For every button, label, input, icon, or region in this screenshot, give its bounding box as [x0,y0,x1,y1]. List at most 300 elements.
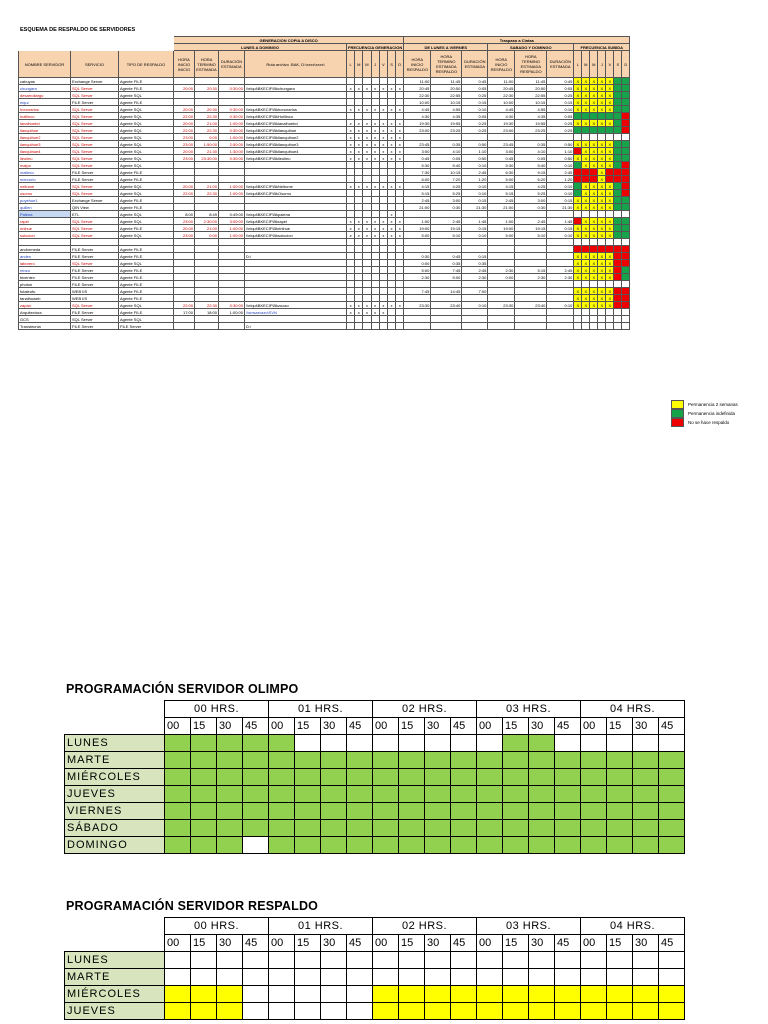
upload-freq-cell [622,218,630,225]
upload-freq-cell: X [582,260,590,267]
upload-freq-cell: X [574,274,582,281]
server-name[interactable]: chungara [19,85,71,92]
table-row [19,197,630,204]
slot-cell [191,1003,217,1020]
slot-cell [555,769,581,786]
gen-mark: x [387,155,395,162]
gen-mark [371,211,379,218]
table-row [19,134,630,141]
gen-mark: x [355,183,363,190]
weekend-start: 0:00 [488,274,515,281]
upload-freq-cell [622,211,630,218]
server-name: bicentev [19,274,71,281]
gen-mark: x [387,127,395,134]
server-name[interactable]: elqui [19,99,71,106]
weekend-duration [547,323,574,330]
slot-cell [399,786,425,803]
slot-cell [633,735,659,752]
gen-mark: x [363,225,371,232]
server-name: Arquitectura [19,309,71,316]
upload-freq-cell: X [590,197,598,204]
start-time [174,274,195,281]
gen-mark: x [371,232,379,239]
server-name: cabuyas [19,78,71,85]
gen-mark [379,162,387,169]
gen-mark [347,78,355,85]
slot-cell [425,803,451,820]
minute-header: 15 [399,718,425,735]
slot-cell [659,752,685,769]
minute-header: 45 [555,935,581,952]
gen-mark: x [379,106,387,113]
upload-freq-cell: X [582,141,590,148]
upload-freq-cell: X [574,141,582,148]
gen-mark: x [355,85,363,92]
slot-cell [165,837,191,854]
start-time [174,99,195,106]
upload-freq-cell [614,323,622,330]
service: FILE Server [71,169,119,176]
weekend-start [488,281,515,288]
respaldo-schedule [64,899,685,1020]
slot-cell [633,786,659,803]
slot-cell [321,969,347,986]
slot-cell [581,735,607,752]
slot-cell [477,986,503,1003]
table-row [19,183,630,190]
tape-end: 3:00 [431,197,462,204]
weekend-start: 23:45 [488,141,515,148]
slot-cell [347,952,373,969]
upload-freq-cell: X [598,148,606,155]
backup-path: \\elqui\BKECIF\Bkrinihue [245,225,347,232]
upload-freq-cell: X [598,218,606,225]
backup-path: \\elqui\BKECIF\Bkpalena [245,211,347,218]
table-row [19,295,630,302]
minute-header: 45 [659,718,685,735]
gen-mark: x [396,120,404,127]
slot-cell [659,820,685,837]
slot-cell [607,820,633,837]
backup-path [245,246,347,253]
weekend-end [515,295,547,302]
upload-freq-cell: X [598,92,606,99]
day-label: LUNES [65,735,165,752]
slot-cell [555,752,581,769]
gen-mark [347,211,355,218]
legend-swatch [671,409,684,418]
tape-start: 5:15 [404,190,431,197]
slot-cell [399,986,425,1003]
slot-cell [165,769,191,786]
slot-cell [607,1003,633,1020]
slot-cell [347,786,373,803]
gen-mark: x [379,127,387,134]
server-name[interactable]: andes [19,253,71,260]
upload-freq-cell [574,183,582,190]
slot-cell [295,952,321,969]
upload-freq-cell [598,134,606,141]
legend-label: No se hace respaldo [688,420,730,425]
minute-header: 00 [269,718,295,735]
upload-freq-cell [598,281,606,288]
slot-cell [269,837,295,854]
slot-cell [373,986,399,1003]
tape-duration: 7:00 [462,288,488,295]
tape-start: 7:45 [404,288,431,295]
weekend-start [488,309,515,316]
legend-item [671,409,738,418]
gen-mark [363,176,371,183]
tape-start: 5:30 [404,162,431,169]
weekend-end: 0:30 [515,204,547,211]
gen-mark [363,162,371,169]
slot-cell [269,820,295,837]
tape-start: 5:00 [404,267,431,274]
gen-mark [396,190,404,197]
duration [219,323,245,330]
end-time: 1:50:00 [195,141,219,148]
upload-freq-cell [614,127,622,134]
upload-freq-cell: X [582,274,590,281]
gen-mark [387,260,395,267]
tape-start [404,316,431,323]
backup-path: \\elqui\BKECIF\BkHuillinco [245,113,347,120]
tape-duration: 2:30 [462,274,488,281]
gen-mark [387,323,395,330]
tape-end: 10:15 [431,99,462,106]
upload-freq-cell [622,148,630,155]
upload-freq-cell: X [606,148,614,155]
upload-freq-cell: X [590,162,598,169]
tape-duration: 21:30 [462,204,488,211]
slot-cell [373,752,399,769]
gen-mark [371,281,379,288]
backup-type: Agente SQL [119,120,174,127]
tape-duration: 0:15 [462,99,488,106]
start-time [174,162,195,169]
upload-freq-cell [622,281,630,288]
backup-path: \\elqui\BKECIF\Bklleulleu [245,155,347,162]
slot-cell [555,969,581,986]
hour-header: 04 HRS. [581,918,685,935]
gen-mark: x [363,302,371,309]
table-row [19,155,630,162]
blank-cell [71,239,119,246]
gen-mark: x [355,141,363,148]
gen-mark [379,246,387,253]
upload-freq-cell [590,211,598,218]
server-name[interactable]: renzo [19,267,71,274]
upload-freq-cell [574,169,582,176]
gen-mark: x [371,225,379,232]
table-row [19,288,630,295]
table-row [19,302,630,309]
sub-sabado-domingo: SABADO Y DOMINGO [488,44,574,51]
gen-mark [387,169,395,176]
upload-freq-cell: X [574,197,582,204]
end-time [195,281,219,288]
slot-cell [269,986,295,1003]
weekend-start [488,316,515,323]
upload-freq-cell [590,281,598,288]
gen-mark: x [347,225,355,232]
tape-duration: 0:10 [462,190,488,197]
slot-cell [503,786,529,803]
weekend-end: 4:25 [515,183,547,190]
service: SQL Server [71,225,119,232]
tape-end: 0:35 [431,260,462,267]
table-row [19,78,630,85]
gen-mark [355,246,363,253]
schedule-title: PROGRAMACIÓN SERVIDOR RESPALDO [66,899,319,913]
slot-cell [321,952,347,969]
slot-cell [451,769,477,786]
table-row [19,92,630,99]
backup-path [245,316,347,323]
minute-header: 30 [425,935,451,952]
upload-freq-cell [622,274,630,281]
upload-freq-cell [606,211,614,218]
upload-freq-cell [574,127,582,134]
gen-mark: x [396,218,404,225]
tape-start: 7:30 [404,169,431,176]
table-row [19,225,630,232]
upload-freq-cell: X [598,253,606,260]
gen-mark [396,323,404,330]
start-time: 23:00 [174,155,195,162]
upload-freq-cell [582,169,590,176]
slot-cell [451,1003,477,1020]
schedule-grid [64,700,685,854]
upload-freq-cell [614,225,622,232]
weekend-duration: 0:25 [547,92,574,99]
upload-freq-cell [614,218,622,225]
server-name[interactable]: puyehue1 [19,197,71,204]
gen-mark [355,78,363,85]
gen-mark [355,176,363,183]
upload-freq-cell: X [574,225,582,232]
start-time: 20:00 [174,120,195,127]
weekend-end: 5:25 [515,190,547,197]
weekend-duration: 0:45 [547,78,574,85]
slot-cell [321,752,347,769]
slot-cell [607,837,633,854]
upload-freq-cell: X [598,106,606,113]
upload-freq-cell: X [598,302,606,309]
weekend-end: 23:40 [515,302,547,309]
tape-start: 23:45 [404,141,431,148]
backup-type: Agente SQL [119,141,174,148]
upload-freq-cell: X [598,204,606,211]
gen-mark [363,197,371,204]
weekend-duration [547,295,574,302]
slot-cell [295,735,321,752]
gen-mark [387,295,395,302]
upload-freq-cell [582,309,590,316]
backup-type: Agente FILE [119,274,174,281]
gen-mark [371,295,379,302]
server-name[interactable]: quillen [19,204,71,211]
minute-header: 45 [451,935,477,952]
end-time [195,99,219,106]
gen-mark [387,78,395,85]
gen-mark [355,253,363,260]
end-time: 20:30 [195,85,219,92]
slot-cell [659,986,685,1003]
service: SQL Server [71,190,119,197]
weekend-end: 9:15 [515,169,547,176]
weekend-end [515,211,547,218]
table-row [19,190,630,197]
server-name[interactable]: Palena [19,211,71,218]
upload-freq-cell [614,267,622,274]
end-time: 20:30 [195,106,219,113]
upload-freq-cell [622,323,630,330]
server-name[interactable]: malleco [19,169,71,176]
server-name[interactable]: mercurio [19,176,71,183]
slot-cell [555,952,581,969]
upload-freq-cell: X [598,155,606,162]
day-label: DOMINGO [65,837,165,854]
tape-duration: 0:10 [462,162,488,169]
legend-item [671,400,738,409]
minute-header: 30 [529,935,555,952]
slot-cell [477,803,503,820]
gen-mark [347,113,355,120]
gen-mark [363,253,371,260]
duration: 1:30:00 [219,148,245,155]
group-tape-transfer: Traspaso a Cintas [404,37,630,44]
weekend-duration [547,281,574,288]
slot-cell [373,952,399,969]
upload-freq-cell: X [582,183,590,190]
weekend-start [488,211,515,218]
weekend-end [515,288,547,295]
upload-freq-cell: X [598,267,606,274]
weekend-end: 4:35 [515,113,547,120]
gen-mark: x [347,155,355,162]
upload-freq-cell: X [598,162,606,169]
slot-cell [217,735,243,752]
gen-mark: x [347,127,355,134]
upload-freq-cell: X [574,260,582,267]
server-name: maipo [19,162,71,169]
minute-header: 00 [477,718,503,735]
slot-cell [165,735,191,752]
upload-freq-cell: X [590,155,598,162]
duration: 3:00:00 [219,218,245,225]
slot-cell [165,986,191,1003]
schedule-row [65,769,685,786]
weekend-start: 5:00 [488,232,515,239]
backup-type: Agente FILE [119,281,174,288]
gen-mark: x [379,183,387,190]
slot-cell [217,786,243,803]
duration: 0:30:00 [219,302,245,309]
table-row [19,281,630,288]
backup-path [245,274,347,281]
slot-cell [633,752,659,769]
sub-lunes-domingo: LUNES A DOMINGO [174,44,347,51]
gen-mark [387,190,395,197]
slot-cell [659,837,685,854]
server-name: andromeda [19,246,71,253]
upload-freq-cell [598,316,606,323]
table-row [19,85,630,92]
gen-mark [355,113,363,120]
gen-mark [379,113,387,120]
upload-freq-cell: X [590,183,598,190]
upload-freq-cell: X [582,267,590,274]
gen-mark: x [379,85,387,92]
corner-cell [65,718,165,735]
blank-cell [462,239,488,246]
day-label: MIÉRCOLES [65,986,165,1003]
gen-mark: x [347,302,355,309]
col-tape-start: HORA INICIO RESPALDO [404,51,431,78]
gen-mark [379,323,387,330]
gen-mark: x [363,309,371,316]
end-time [195,176,219,183]
gen-mark: x [363,141,371,148]
gen-day-5: S [387,51,395,78]
gen-day-3: J [371,51,379,78]
tape-end: 4:25 [431,183,462,190]
slot-cell [243,837,269,854]
tape-duration: 0:50 [462,155,488,162]
upload-freq-cell: X [598,183,606,190]
duration [219,162,245,169]
service: FILE Server [71,274,119,281]
sub-frecuencia-generacion: FRECUENCIA GENERACION [348,44,403,50]
minute-header: 00 [581,718,607,735]
start-time: 20:00 [174,148,195,155]
service: FILE Server [71,99,119,106]
weekend-end [515,246,547,253]
upload-freq-cell [622,162,630,169]
slot-cell [659,786,685,803]
weekend-end [515,309,547,316]
gen-mark [371,316,379,323]
slot-cell [659,1003,685,1020]
gen-mark [355,323,363,330]
slot-cell [243,986,269,1003]
tape-duration: 0:25 [462,120,488,127]
gen-mark [379,267,387,274]
upload-freq-cell: X [606,302,614,309]
slot-cell [477,735,503,752]
upload-freq-cell [614,155,622,162]
schedule-row [65,803,685,820]
gen-mark [371,176,379,183]
upload-freq-cell [622,260,630,267]
slot-cell [347,820,373,837]
tape-end: 20:50 [431,85,462,92]
upload-freq-cell: X [606,92,614,99]
weekend-start: 19:00 [488,225,515,232]
minute-header: 00 [373,718,399,735]
gen-mark: x [371,134,379,141]
weekend-start [488,323,515,330]
service: FILE Server [71,246,119,253]
upload-freq-cell [614,176,622,183]
tape-duration: 0:25 [462,92,488,99]
upload-freq-cell [622,197,630,204]
slot-cell [607,786,633,803]
service: SQL Server [71,106,119,113]
slot-cell [191,969,217,986]
